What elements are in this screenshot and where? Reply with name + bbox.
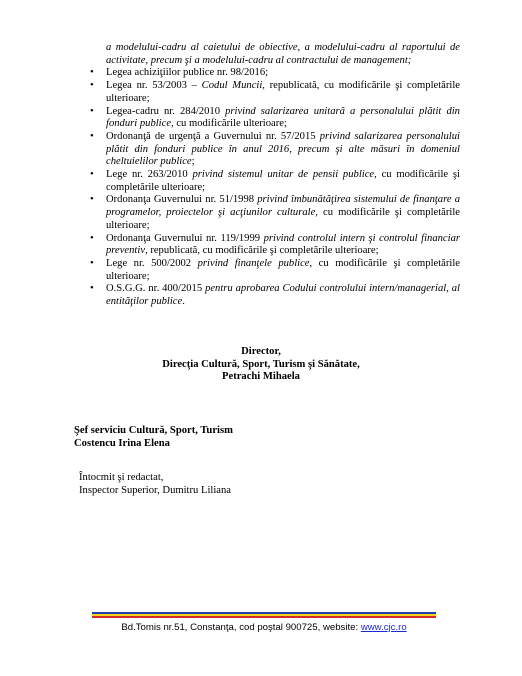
legislation-title: Legea-cadru nr. 284/2010 — [106, 105, 226, 117]
legislation-title: Legea achiziţiilor publice nr. 98/2016; — [106, 67, 269, 79]
legislation-tail: , cu modificările şi completările ulterioare; — [106, 169, 460, 193]
bullet-icon: • — [90, 105, 94, 117]
legislation-title: Lege nr. 263/2010 — [106, 169, 193, 181]
legislation-item — [88, 194, 460, 232]
head-of-service-title: Şef serviciu Cultură, Sport, Turism — [74, 425, 233, 436]
legislation-item — [88, 106, 460, 131]
legislation-item — [88, 169, 460, 194]
legislation-item — [88, 258, 460, 283]
bullet-icon: • — [90, 257, 94, 269]
bullet-icon: • — [90, 130, 94, 142]
legislation-title: Ordonanţă de urgenţă a Guvernului nr. 57/2015 — [106, 130, 320, 142]
legislation-subject: privind salarizarea personalului plătit din fonduri publice în anul 2016, precum şi alte măsuri în domeniul cheltuielilor publice — [106, 130, 460, 168]
legislation-tail: ; — [191, 156, 195, 168]
legislation-title: Ordonanţa Guvernului nr. 119/1999 — [106, 232, 264, 244]
footer-website-link[interactable]: www.cjc.ro — [360, 622, 407, 633]
signature-department: Direcţia Cultură, Sport, Turism şi Sănătate, — [162, 358, 360, 370]
bullet-icon: • — [90, 283, 94, 295]
bullet-icon: • — [90, 67, 94, 79]
signature-role: Director, — [241, 346, 281, 357]
drafted-by-line1: Întocmit şi redactat, — [79, 472, 164, 483]
legislation-tail: , cu modificările ulterioare; — [171, 118, 287, 130]
drafted-by-block — [79, 472, 231, 498]
page-footer — [92, 612, 436, 633]
footer-stripe-red — [92, 616, 436, 618]
legislation-subject: privind îmbunătăţirea sistemului de finanţare a programelor, proiectelor şi acţiunilor culturale — [106, 194, 460, 219]
legislation-subject: privind sistemul unitar de pensii publice — [192, 169, 375, 181]
legislation-tail: , republicată, cu modificările şi completările ulterioare; — [106, 80, 460, 104]
bullet-icon: • — [90, 194, 94, 206]
legislation-subject: Codul Muncii — [201, 80, 263, 92]
bullet-icon: • — [90, 80, 94, 92]
legislation-item — [88, 67, 460, 80]
footer-address — [92, 622, 436, 635]
footer-address-text: Bd.Tomis nr.51, Constanţa, cod poştal 900725, website: — [121, 622, 361, 633]
director-signature-block — [0, 346, 522, 384]
legislation-subject: privind salarizarea unitară a personalului plătit din fonduri publice — [106, 105, 460, 130]
legislation-subject: privind controlul intern şi controlul financiar preventiv — [106, 232, 460, 257]
legislation-tail: . — [182, 296, 185, 308]
signature-name: Petrachi Mihaela — [222, 371, 300, 382]
legislation-title: Lege nr. 500/2002 — [106, 257, 198, 269]
legislation-title: Ordonanţa Guvernului nr. 51/1998 — [106, 194, 258, 206]
legislation-item — [88, 233, 460, 258]
head-of-service-name: Costencu Irina Elena — [74, 437, 170, 449]
bullet-icon: • — [90, 169, 94, 181]
legislation-subject: pentru aprobarea Codului controlului intern/managerial, al entităţilor publice — [106, 283, 460, 308]
legislation-subject: privind finanţele publice — [197, 257, 310, 269]
legislation-tail: , cu modificările şi completările ulterioare; — [106, 257, 460, 282]
head-of-service-block — [74, 425, 233, 450]
legislation-tail: , republicată, cu modificările şi completările ulterioare; — [145, 245, 379, 257]
legislation-section — [88, 42, 460, 309]
legislation-item — [88, 283, 460, 308]
legislation-item — [88, 131, 460, 169]
legislation-tail: , cu modificările şi completările ulterioare; — [106, 207, 460, 231]
legislation-title: Legea nr. 53/2003 – — [106, 80, 202, 92]
legislation-title: O.S.G.G. nr. 400/2015 — [106, 283, 206, 295]
legislation-list — [88, 67, 460, 308]
bullet-icon: • — [90, 232, 94, 244]
intro-continuation: a modelului-cadru al caietului de obiective, a modelului-cadru al raportului de activitate, precum şi a modelului-cadru al contractului de management; — [106, 42, 460, 66]
legislation-item — [88, 80, 460, 105]
drafted-by-line2: Inspector Superior, Dumitru Liliana — [79, 484, 231, 496]
